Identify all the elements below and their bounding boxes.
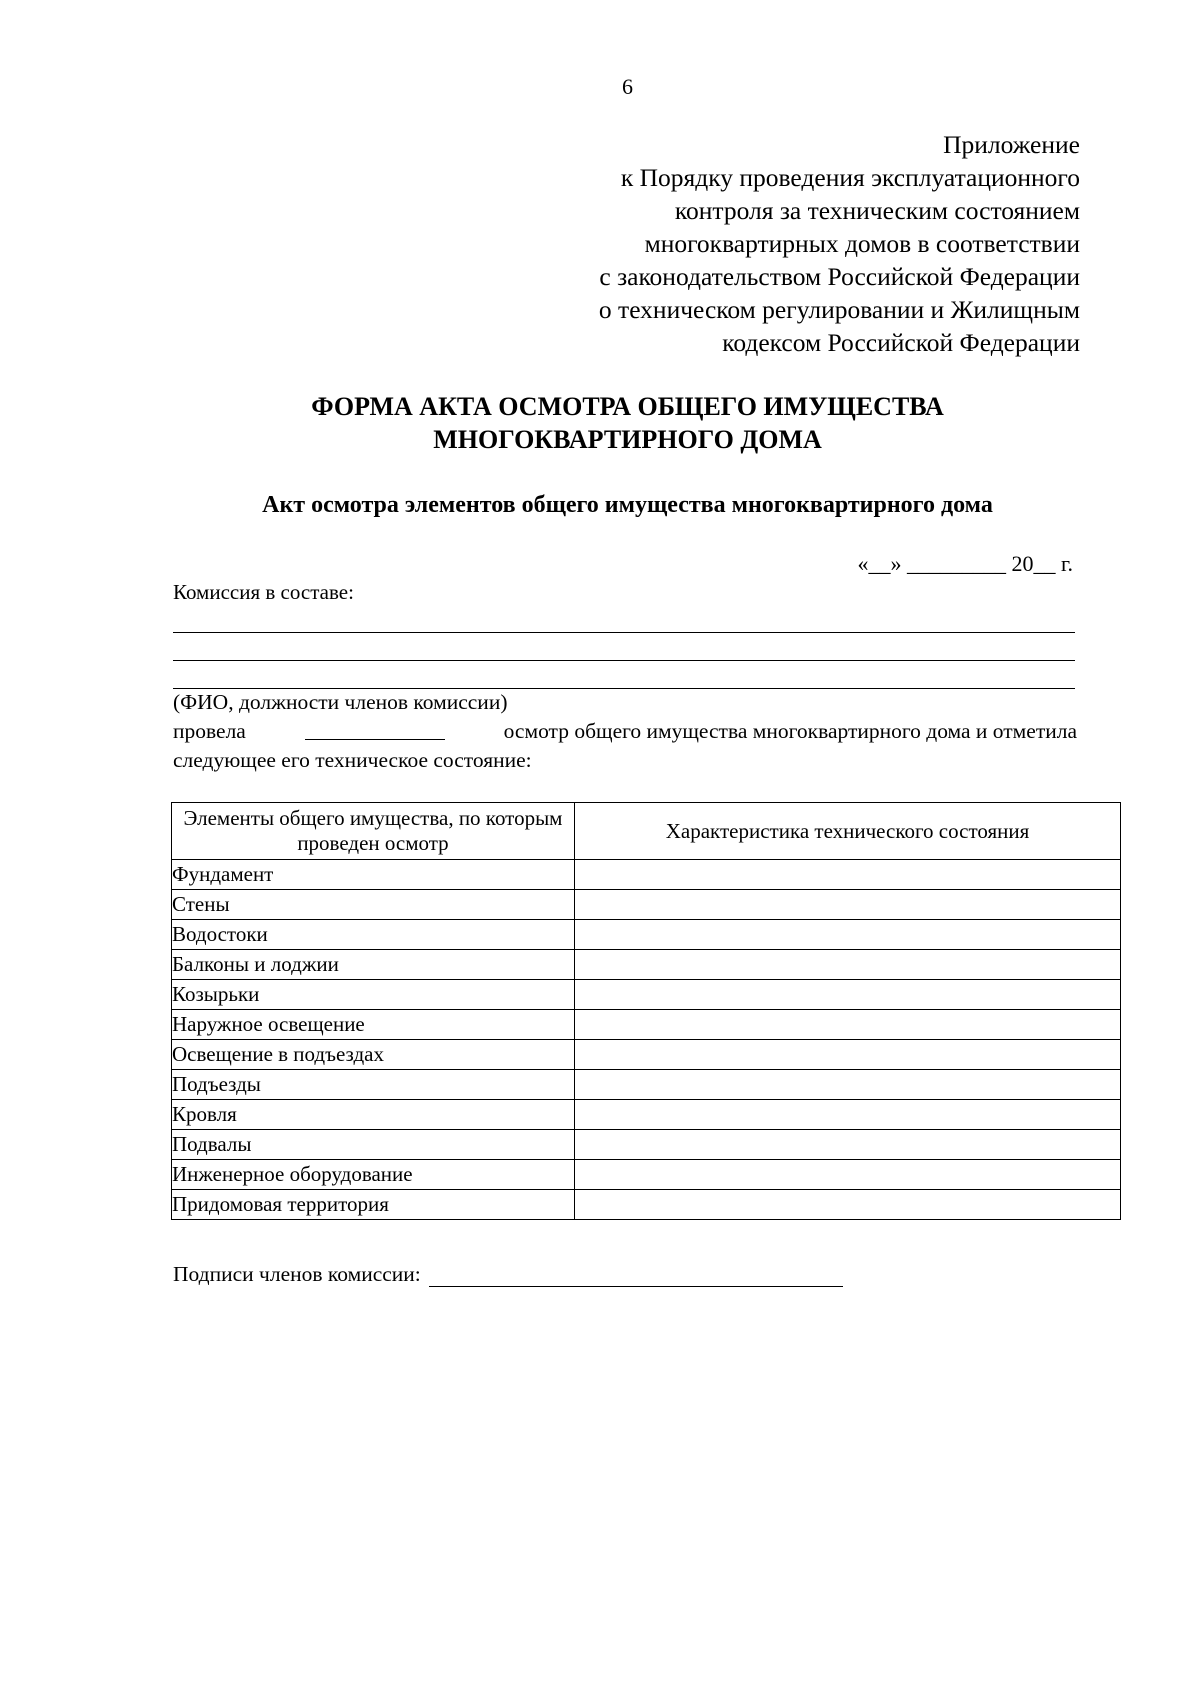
page-number: 6 — [622, 74, 633, 99]
table-row — [172, 1160, 1121, 1190]
condition-cell[interactable] — [575, 980, 1121, 1010]
element-cell: Подвалы — [172, 1130, 575, 1160]
appendix-reference — [520, 128, 1080, 359]
table-row — [172, 920, 1121, 950]
condition-cell[interactable] — [575, 1160, 1121, 1190]
appendix-line: контроля за техническим состоянием — [674, 196, 1080, 225]
element-cell: Козырьки — [172, 980, 575, 1010]
element-cell: Водостоки — [172, 920, 575, 950]
conducted-line — [173, 719, 1077, 744]
element-cell: Кровля — [172, 1100, 575, 1130]
condition-cell[interactable] — [575, 1190, 1121, 1220]
inspection-date-blank[interactable] — [305, 719, 445, 740]
table-header-elements: Элементы общего имущества, по которым проведен осмотр — [172, 803, 575, 860]
table-row — [172, 1070, 1121, 1100]
commission-members-line[interactable] — [173, 632, 1075, 633]
condition-cell[interactable] — [575, 1070, 1121, 1100]
table-row — [172, 1190, 1121, 1220]
following-state-text: следующее его техническое состояние: — [173, 748, 532, 772]
element-cell: Балконы и лоджии — [172, 950, 575, 980]
condition-cell[interactable] — [575, 860, 1121, 890]
table-row — [172, 1010, 1121, 1040]
element-cell: Подъезды — [172, 1070, 575, 1100]
element-cell: Освещение в подъездах — [172, 1040, 575, 1070]
condition-cell[interactable] — [575, 1040, 1121, 1070]
table-header-condition: Характеристика технического состояния — [575, 803, 1121, 860]
condition-cell[interactable] — [575, 950, 1121, 980]
signatures-label: Подписи членов комиссии: — [173, 1262, 421, 1286]
signature-line[interactable] — [429, 1264, 843, 1287]
signatures-section — [173, 1262, 843, 1287]
condition-cell[interactable] — [575, 890, 1121, 920]
table-row — [172, 1040, 1121, 1070]
table-header-row — [172, 803, 1121, 860]
table-row — [172, 950, 1121, 980]
commission-label: Комиссия в составе: — [173, 580, 354, 604]
element-cell: Фундамент — [172, 860, 575, 890]
condition-cell[interactable] — [575, 1100, 1121, 1130]
fio-note: (ФИО, должности членов комиссии) — [173, 690, 508, 714]
element-cell: Инженерное оборудование — [172, 1160, 575, 1190]
appendix-line: многоквартирных домов в соответствии — [644, 229, 1080, 258]
element-cell: Стены — [172, 890, 575, 920]
form-title-line: ФОРМА АКТА ОСМОТРА ОБЩЕГО ИМУЩЕСТВА — [311, 392, 944, 421]
commission-members-line[interactable] — [173, 688, 1075, 689]
conducted-word: провела — [173, 719, 246, 743]
table-row — [172, 980, 1121, 1010]
date-field[interactable]: «__» _________ 20__ г. — [857, 551, 1073, 576]
form-title — [0, 390, 1200, 456]
appendix-line: Приложение — [943, 130, 1080, 159]
table-row — [172, 1100, 1121, 1130]
commission-members-line[interactable] — [173, 660, 1075, 661]
appendix-line: кодексом Российской Федерации — [722, 328, 1080, 357]
table-row — [172, 890, 1121, 920]
conducted-rest: осмотр общего имущества многоквартирного дома и отметила — [503, 719, 1077, 743]
act-title: Акт осмотра элементов общего имущества многоквартирного дома — [262, 492, 993, 518]
appendix-line: к Порядку проведения эксплуатационного — [620, 163, 1080, 192]
table-row — [172, 860, 1121, 890]
condition-cell[interactable] — [575, 920, 1121, 950]
appendix-line: с законодательством Российской Федерации — [599, 262, 1080, 291]
table-row — [172, 1130, 1121, 1160]
element-cell: Наружное освещение — [172, 1010, 575, 1040]
condition-cell[interactable] — [575, 1010, 1121, 1040]
form-title-line: МНОГОКВАРТИРНОГО ДОМА — [433, 425, 822, 454]
element-cell: Придомовая территория — [172, 1190, 575, 1220]
inspection-table — [171, 802, 1121, 1220]
condition-cell[interactable] — [575, 1130, 1121, 1160]
appendix-line: о техническом регулировании и Жилищным — [598, 295, 1080, 324]
